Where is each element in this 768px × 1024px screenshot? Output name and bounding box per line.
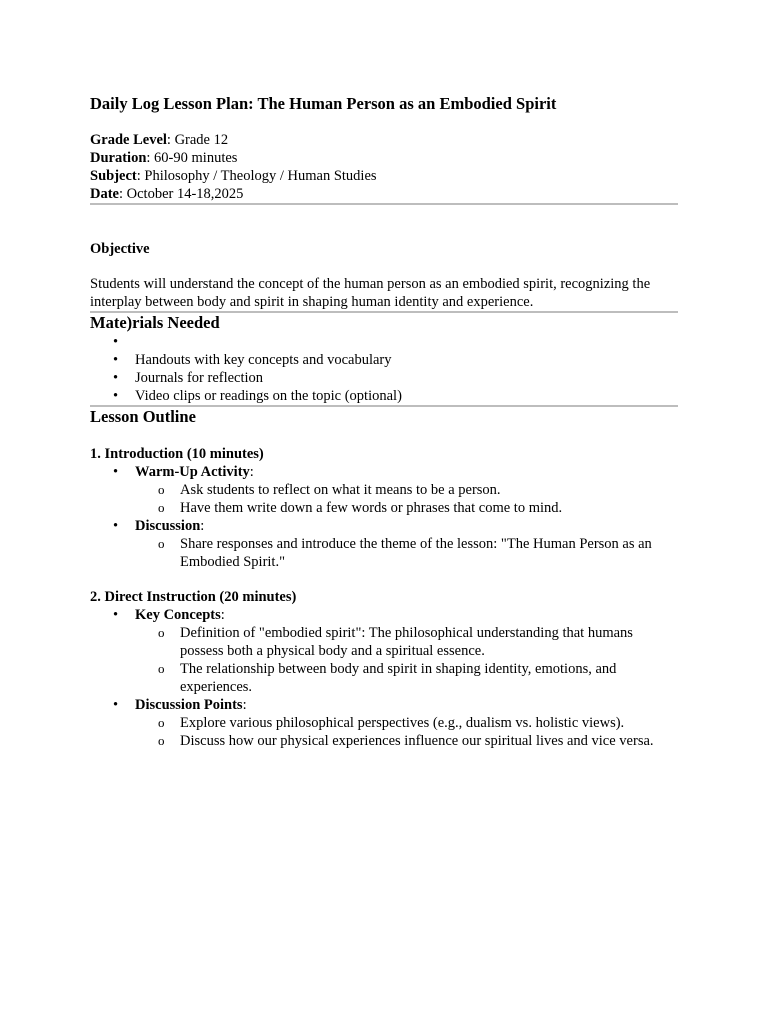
date-value: : October 14-18,2025 [119,186,244,202]
subject-value: : Philosophy / Theology / Human Studies [136,168,377,184]
direct-instruction-heading: 2. Direct Instruction (20 minutes) [90,589,297,605]
direct-instruction-list [90,606,678,750]
sub-list [135,481,678,517]
label-suffix: : [220,607,225,623]
label-suffix: : [200,518,205,534]
introduction-heading: 1. Introduction (10 minutes) [90,446,264,462]
discussion-label: Discussion [135,518,201,534]
list-item [90,606,678,696]
grade-level-value: : Grade 12 [166,132,229,148]
sub-list-item: o Share responses and introduce the theme of the lesson: "The Human Person as an Embodied Spirit." [135,535,678,571]
date-label: Date [90,186,119,202]
sub-list-item: o Have them write down a few words or phrases that come to mind. [135,499,678,517]
sub-list [135,535,678,571]
divider [90,203,678,205]
page-title: Daily Log Lesson Plan: The Human Person as an Embodied Spirit [90,94,557,113]
objective-text: Students will understand the concept of the human person as an embodied spirit, recognizing the interplay between body and spirit in shaping human identity and experience. [90,276,651,310]
label-suffix: : [249,464,254,480]
subject-line [90,167,678,185]
list-item [90,517,678,571]
sub-list-item: o Ask students to reflect on what it means to be a person. [135,481,678,499]
list-item [90,696,678,750]
date-line [90,185,678,203]
sub-list-item: o Discuss how our physical experiences influence our spiritual lives and vice versa. [135,732,678,750]
list-item: • Journals for reflection [90,369,678,387]
materials-list [90,333,678,405]
sub-list-item: o The relationship between body and spirit in shaping identity, emotions, and experiences. [135,660,678,696]
materials-heading: Mate)rials Needed [90,313,220,332]
objective-heading: Objective [90,241,150,257]
discussion-points-label: Discussion Points [135,697,243,713]
sub-list [135,714,678,750]
list-item [90,463,678,517]
sub-list-item: o Definition of "embodied spirit": The philosophical understanding that humans possess both a physical body and a spiritual essence. [135,624,678,660]
list-item: • Video clips or readings on the topic (optional) [90,387,678,405]
grade-level-line [90,131,678,149]
warm-up-label: Warm-Up Activity [135,464,250,480]
list-item [90,333,678,351]
duration-label: Duration [90,150,147,166]
sub-list [135,624,678,696]
subject-label: Subject [90,168,137,184]
list-item: • Handouts with key concepts and vocabulary [90,351,678,369]
duration-value: : 60-90 minutes [146,150,238,166]
lesson-outline-heading: Lesson Outline [90,407,196,426]
key-concepts-label: Key Concepts [135,607,221,623]
introduction-list [90,463,678,571]
label-suffix: : [242,697,247,713]
duration-line [90,149,678,167]
grade-level-label: Grade Level [90,132,167,148]
sub-list-item: o Explore various philosophical perspectives (e.g., dualism vs. holistic views). [135,714,678,732]
lesson-metadata [90,131,678,203]
